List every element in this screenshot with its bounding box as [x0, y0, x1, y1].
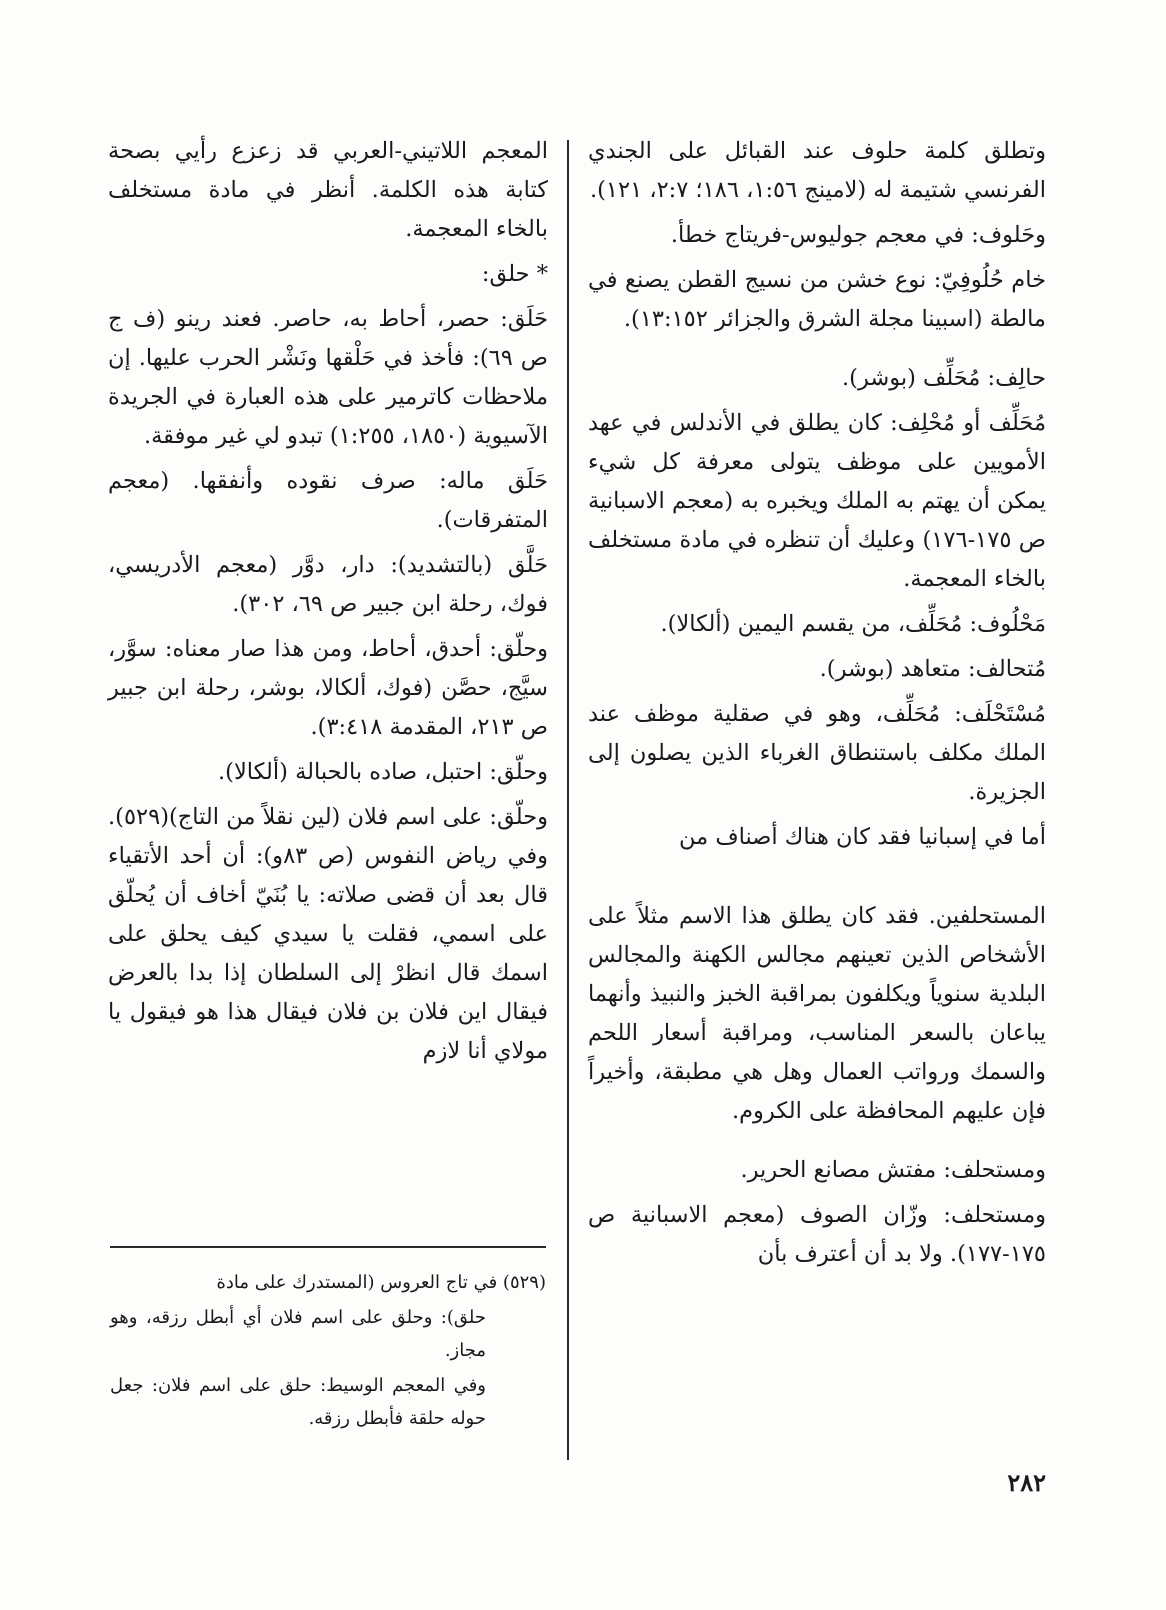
paragraph: مُتحالف: متعاهد (بوشر). — [819, 656, 1046, 682]
paragraph: وحلّق: احتبل، صاده بالحبالة (ألكالا). — [218, 759, 548, 785]
paragraph: مُحَلِّف أو مُحْلِف: كان يطلق في الأندلس في عهد الأمويين على موظف يتولى معرفة كل شيء يمكن أن يهتم به الملك ويخبره به (معجم الاسبانية ص ١٧٥-١٧٦) وعليك أن تنظره في مادة مستخلف بالخاء المعجمة. — [588, 410, 1046, 592]
paragraph: المعجم اللاتيني-العربي قد زعزع رأيي بصحة كتابة هذه الكلمة. أنظر في مادة مستخلف بالخاء المعجمة. — [108, 138, 548, 242]
paragraph: المستحلفين. فقد كان يطلق هذا الاسم مثلاً على الأشخاص الذين تعينهم مجالس الكهنة والمجالس البلدية سنوياً ويكلفون بمراقبة الخبز والنبيذ وأنهما يباعان بالسعر المناسب، ومراقبة أسعار اللحم والسمك ورواتب العمال وهل هي مطبقة، وأخيراً فإن عليهم المحافظة على الكروم. — [588, 903, 1046, 1124]
footnote-rule — [110, 1246, 546, 1248]
footnote-line: حلق): وحلق على اسم فلان أي أبطل رزقه، وهو مجاز. — [110, 1307, 486, 1361]
page-number: ٢٨٢ — [1007, 1468, 1046, 1497]
footnotes — [110, 1266, 546, 1437]
footnote-line: (٥٢٩) في تاج العروس (المستدرك على مادة — [216, 1272, 546, 1293]
paragraph: حالِف: مُحَلِّف (بوشر). — [842, 365, 1046, 391]
paragraph: مُسْتَحْلَف: مُحَلِّف، وهو في صقلية موظف عند الملك مكلف باستنطاق الغرباء الذين يصلون إلى الجزيرة. — [588, 701, 1046, 805]
paragraph: وحَلوف: في معجم جوليوس-فريتاج خطأ. — [670, 222, 1046, 248]
paragraph: وتطلق كلمة حلوف عند القبائل على الجندي الفرنسي شتيمة له (لامينج ١:٥٦، ١٨٦؛ ٢:٧، ١٢١). — [588, 138, 1046, 203]
right-text-column — [588, 132, 1046, 1280]
paragraph: ومستحلف: وزّان الصوف (معجم الاسبانية ص ١٧٥-١٧٧). ولا بد أن أعترف بأن — [588, 1202, 1046, 1267]
paragraph: وحلّق: أحدق، أحاط، ومن هذا صار معناه: سوَّر، سيَّج، حصَّن (فوك، ألكالا، بوشر، رحلة ابن جبير ص ٢١٣، المقدمة ٣:٤١٨). — [108, 636, 548, 740]
paragraph: حَلَق ماله: صرف نقوده وأنفقها. (معجم المتفرقات). — [108, 468, 548, 533]
column-divider — [567, 140, 569, 1460]
paragraph: مَحْلُوف: مُحَلِّف، من يقسم اليمين (ألكالا). — [660, 611, 1046, 637]
left-text-column — [108, 132, 548, 1077]
entry-heading: * حلق: — [481, 261, 548, 287]
footnote-line: وفي المعجم الوسيط: حلق على اسم فلان: جعل حوله حلقة فأبطل رزقه. — [110, 1375, 486, 1429]
paragraph: وحلّق: على اسم فلان (لين نقلاً من التاج)(٥٢٩). وفي رياض النفوس (ص ٨٣و): أن أحد الأتقياء قال بعد أن قضى صلاته: يا بُنَيّ أخاف أن يُحلّق على اسمي، فقلت يا سيدي كيف يحلق على اسمك قال انظرْ إلى السلطان إذا بدا بالعرض فيقال اين فلان بن فلان فيقال هذا هو فيقول يا مولاي أنا لازم — [108, 804, 548, 1064]
paragraph: ومستحلف: مفتش مصانع الحرير. — [740, 1157, 1046, 1183]
paragraph: حَلَّق (بالتشديد): دار، دوَّر (معجم الأدريسي، فوك، رحلة ابن جبير ص ٦٩، ٣٠٢). — [108, 552, 548, 617]
paragraph: خام حُلُوفِيّ: نوع خشن من نسيج القطن يصنع في مالطة (اسبينا مجلة الشرق والجزائر ١٣:١٥٢). — [588, 267, 1046, 332]
paragraph: حَلَق: حصر، أحاط به، حاصر. فعند رينو (ف ج ص ٦٩): فأخذ في حَلْقها ونَشْر الحرب عليها. إن ملاحظات كاترمير على هذه العبارة في الجريدة الآسيوية (١٨٥٠، ١:٢٥٥) تبدو لي غير موفقة. — [108, 306, 549, 449]
paragraph: أما في إسبانيا فقد كان هناك أصناف من — [679, 824, 1046, 850]
